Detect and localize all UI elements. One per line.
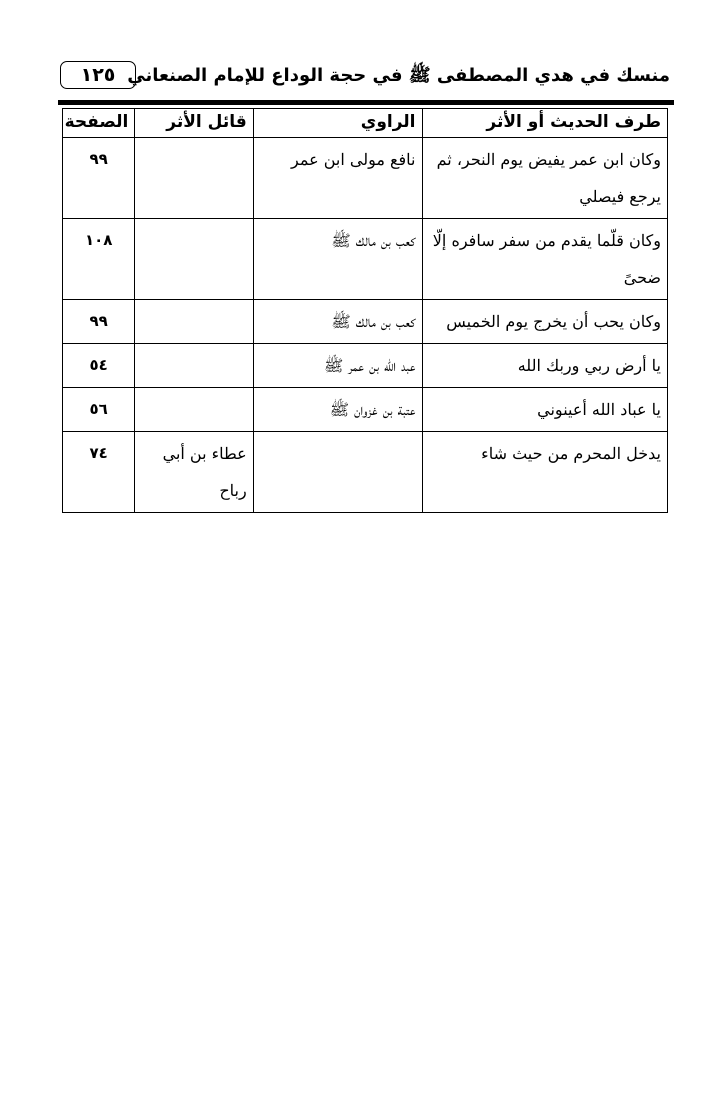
page-cell: ٧٤	[63, 432, 135, 513]
speaker-cell	[135, 388, 253, 432]
column-header-narrator: الراوي	[253, 109, 422, 138]
page-number: ١٢٥	[60, 61, 136, 89]
speaker-cell	[135, 344, 253, 388]
narrator-cell: نافع مولى ابن عمر	[253, 138, 422, 219]
narrator-cell: كعب بن مالك ﷺ	[253, 300, 422, 344]
page-cell: ٩٩	[63, 138, 135, 219]
narrator-cell: كعب بن مالك ﷺ	[253, 219, 422, 300]
header-rule	[58, 100, 674, 105]
column-header-hadith: طرف الحديث أو الأثر	[422, 109, 668, 138]
hadith-cell: وكان ابن عمر يفيض يوم النحر، ثم يرجع فيصلي	[422, 138, 668, 219]
table-row	[63, 432, 668, 513]
page-cell: ٩٩	[63, 300, 135, 344]
speaker-cell	[135, 219, 253, 300]
column-header-speaker: قائل الأثر	[135, 109, 253, 138]
table-row	[63, 138, 668, 219]
hadith-cell: وكان يحب أن يخرج يوم الخميس	[422, 300, 668, 344]
table-row	[63, 388, 668, 432]
narrator-cell: عتبة بن غزوان ﷺ	[253, 388, 422, 432]
speaker-cell: عطاء بن أبي رباح	[135, 432, 253, 513]
hadith-cell: وكان قلّما يقدم من سفر سافره إلّا ضحىً	[422, 219, 668, 300]
hadith-index-table	[62, 108, 668, 513]
page-cell: ٥٦	[63, 388, 135, 432]
hadith-cell: يا عباد الله أعينوني	[422, 388, 668, 432]
table-row	[63, 344, 668, 388]
speaker-cell	[135, 138, 253, 219]
page-cell: ٥٤	[63, 344, 135, 388]
column-header-page: الصفحة	[63, 109, 135, 138]
table-row	[63, 219, 668, 300]
table-row	[63, 300, 668, 344]
hadith-cell: يا أرض ربي وربك الله	[422, 344, 668, 388]
table-header-row	[63, 109, 668, 138]
page-cell: ١٠٨	[63, 219, 135, 300]
page-header	[58, 60, 674, 98]
narrator-cell	[253, 432, 422, 513]
speaker-cell	[135, 300, 253, 344]
hadith-cell: يدخل المحرم من حيث شاء	[422, 432, 668, 513]
narrator-cell: عبد الله بن عمر ﷺ	[253, 344, 422, 388]
running-title: منسك في هدي المصطفى ﷺ في حجة الوداع للإمام الصنعاني	[127, 65, 670, 86]
